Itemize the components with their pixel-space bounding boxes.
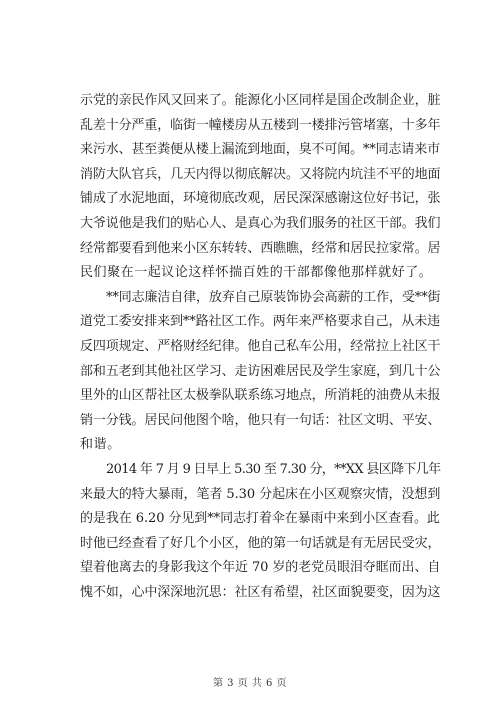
text-line: 铺成了水泥地面，环境彻底改观，居民深深感谢这位好书记，张 [80,191,441,207]
text-line: 民们聚在一起议论这样怀揣百姓的干部都像他那样就好了。 [80,265,433,281]
text-line: 部和五老到其他社区学习、走访困难居民及学生家庭，到几十公 [80,363,441,379]
text-line: 反四项规定、严格财经纪律。他自己私车公用，经常拉上社区干 [80,338,441,354]
text-line: 示党的亲民作风又回来了。能源化小区同样是国企改制企业，脏 [80,93,441,108]
text-line: 销一分钱。居民问他图个啥，他只有一句话：社区文明、平安、 [80,412,441,428]
text-line: 乱差十分严重，临街一幢楼房从五楼到一楼排污管堵塞，十多年 [80,117,441,133]
text-line: 消防大队官兵，几天内得以彻底解决。又将院内坑洼不平的地面 [80,166,441,182]
text-line: 大爷说他是我们的贴心人、是真心为我们服务的社区干部。我们 [80,215,441,231]
document-body [80,89,440,605]
text-line: 来最大的特大暴雨，笔者 5.30 分起床在小区观察灾情，没想到 [80,486,441,502]
text-line: 时他已经查看了好几个小区，他的第一句话就是有无居民受灾， [80,535,441,551]
text-line: 2014 年 7 月 9 日早上 5.30 至 7.30 分，**XX 县区降下几年 [106,461,441,477]
page-footer: 第 3 页 共 6 页 [212,678,288,689]
text-line: 来污水、甚至粪便从楼上漏流到地面，臭不可闻。**同志请来市 [80,142,440,158]
text-line: 里外的山区帮社区太极拳队联系练习地点，所消耗的油费从未报 [80,388,441,404]
text-line: 望着他离去的身影我这个年近 70 岁的老党员眼泪夺眶而出、自 [80,560,441,576]
text-line: 的是我在 6.20 分见到**同志打着伞在暴雨中来到小区查看。此 [80,511,440,527]
text-line: **同志廉洁自律，放弃自己原装饰协会高薪的工作，受**街 [106,289,441,305]
text-line: 愧不如，心中深深地沉思：社区有希望，社区面貌要变，因为这 [80,584,441,600]
text-line: 道党工委安排来到**路社区工作。两年来严格要求自己，从未违 [80,314,440,330]
text-line: 经常都要看到他来小区东转转、西瞧瞧，经常和居民拉家常。居 [80,240,441,256]
text-line: 和谐。 [80,437,121,453]
